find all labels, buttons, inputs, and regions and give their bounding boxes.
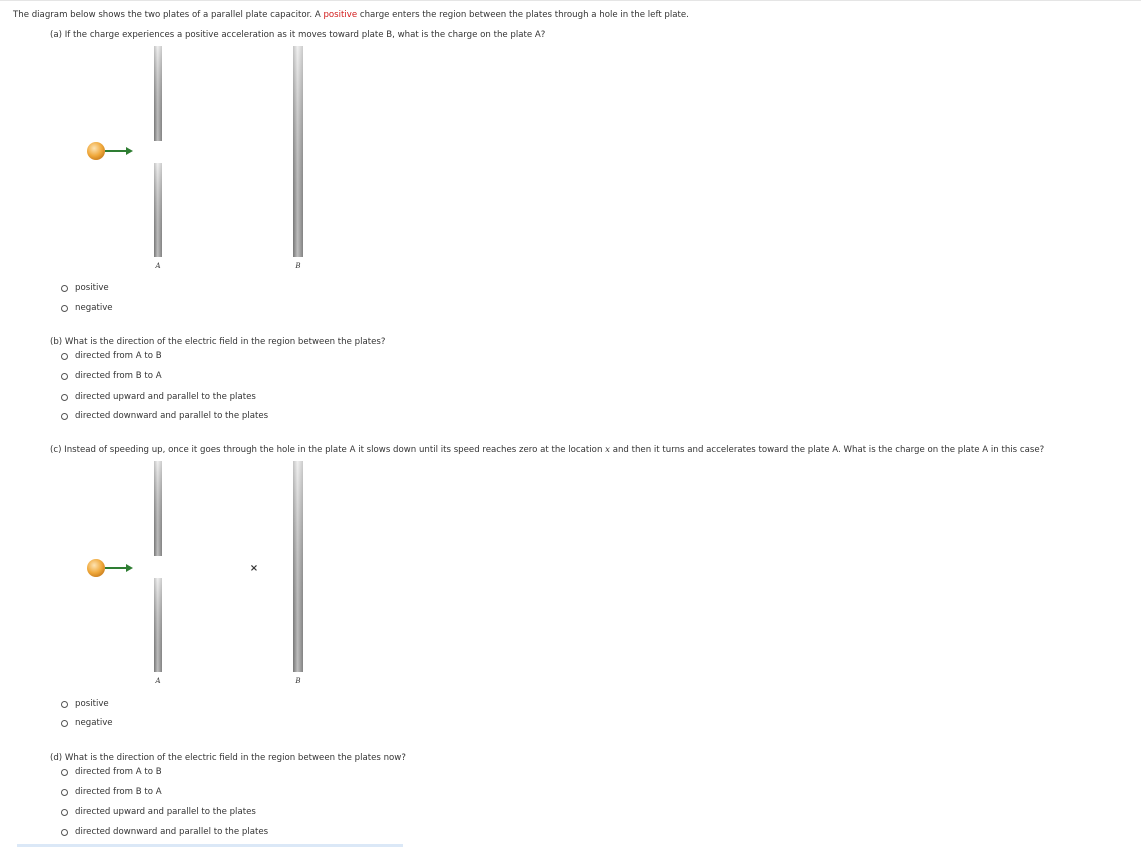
option-b-a-to-b[interactable]: directed from A to B [61,349,162,363]
positive-charge [87,559,105,577]
question-d: (d) What is the direction of the electric field in the region between the plates now? [50,753,406,763]
question-c: (c) Instead of speeding up, once it goes through the hole in the plate A it slows down until its speed reaches zero at the location x and then it turns and accelerates toward the plate A. What is the charge on the plate A in this case? [50,445,1045,455]
radio-icon[interactable] [61,769,68,776]
intro-text [13,10,689,20]
radio-icon[interactable] [61,809,68,816]
intro-before: The diagram below shows the two plates of a parallel plate capacitor. A [13,10,324,20]
location-variable: x [605,445,610,455]
radio-icon[interactable] [61,789,68,796]
plate-a-bottom [154,163,162,257]
radio-icon[interactable] [61,285,68,292]
plate-a-top [154,46,162,141]
plate-a-top [154,461,162,556]
option-a-positive[interactable]: positive [61,281,109,295]
option-c-positive[interactable]: positive [61,697,109,711]
option-c-negative[interactable]: negative [61,716,113,730]
radio-icon[interactable] [61,829,68,836]
radio-icon[interactable] [61,701,68,708]
plate-b [293,461,303,672]
capacitor-diagram-c [80,459,320,691]
option-d-upward[interactable]: directed upward and parallel to the plates [61,805,256,819]
intro-highlight: positive [323,10,358,20]
plate-b [293,46,303,257]
question-b: (b) What is the direction of the electric field in the region between the plates? [50,337,386,347]
plate-b-label: B [295,677,301,685]
option-d-a-to-b[interactable]: directed from A to B [61,765,162,779]
top-border [0,0,1141,5]
velocity-arrow-icon [105,147,133,155]
plate-b-label: B [295,262,301,270]
plate-a-label: A [155,262,161,270]
option-d-downward[interactable]: directed downward and parallel to the plates [61,825,268,839]
positive-charge [87,142,105,160]
plate-a-label: A [155,677,161,685]
radio-icon[interactable] [61,305,68,312]
option-a-negative[interactable]: negative [61,301,113,315]
option-b-downward[interactable]: directed downward and parallel to the plates [61,409,268,423]
plate-a-bottom [154,578,162,672]
option-b-upward[interactable]: directed upward and parallel to the plates [61,390,256,404]
capacitor-diagram-a [80,44,320,276]
stop-location-marker-icon: × [249,563,259,574]
radio-icon[interactable] [61,373,68,380]
radio-icon[interactable] [61,353,68,360]
question-a: (a) If the charge experiences a positive acceleration as it moves toward plate B, what is the charge on the plate A? [50,30,546,40]
intro-after: charge enters the region between the plates through a hole in the left plate. [357,10,689,20]
radio-icon[interactable] [61,413,68,420]
radio-icon[interactable] [61,394,68,401]
radio-icon[interactable] [61,720,68,727]
velocity-arrow-icon [105,564,133,572]
option-d-b-to-a[interactable]: directed from B to A [61,785,162,799]
option-b-b-to-a[interactable]: directed from B to A [61,369,162,383]
